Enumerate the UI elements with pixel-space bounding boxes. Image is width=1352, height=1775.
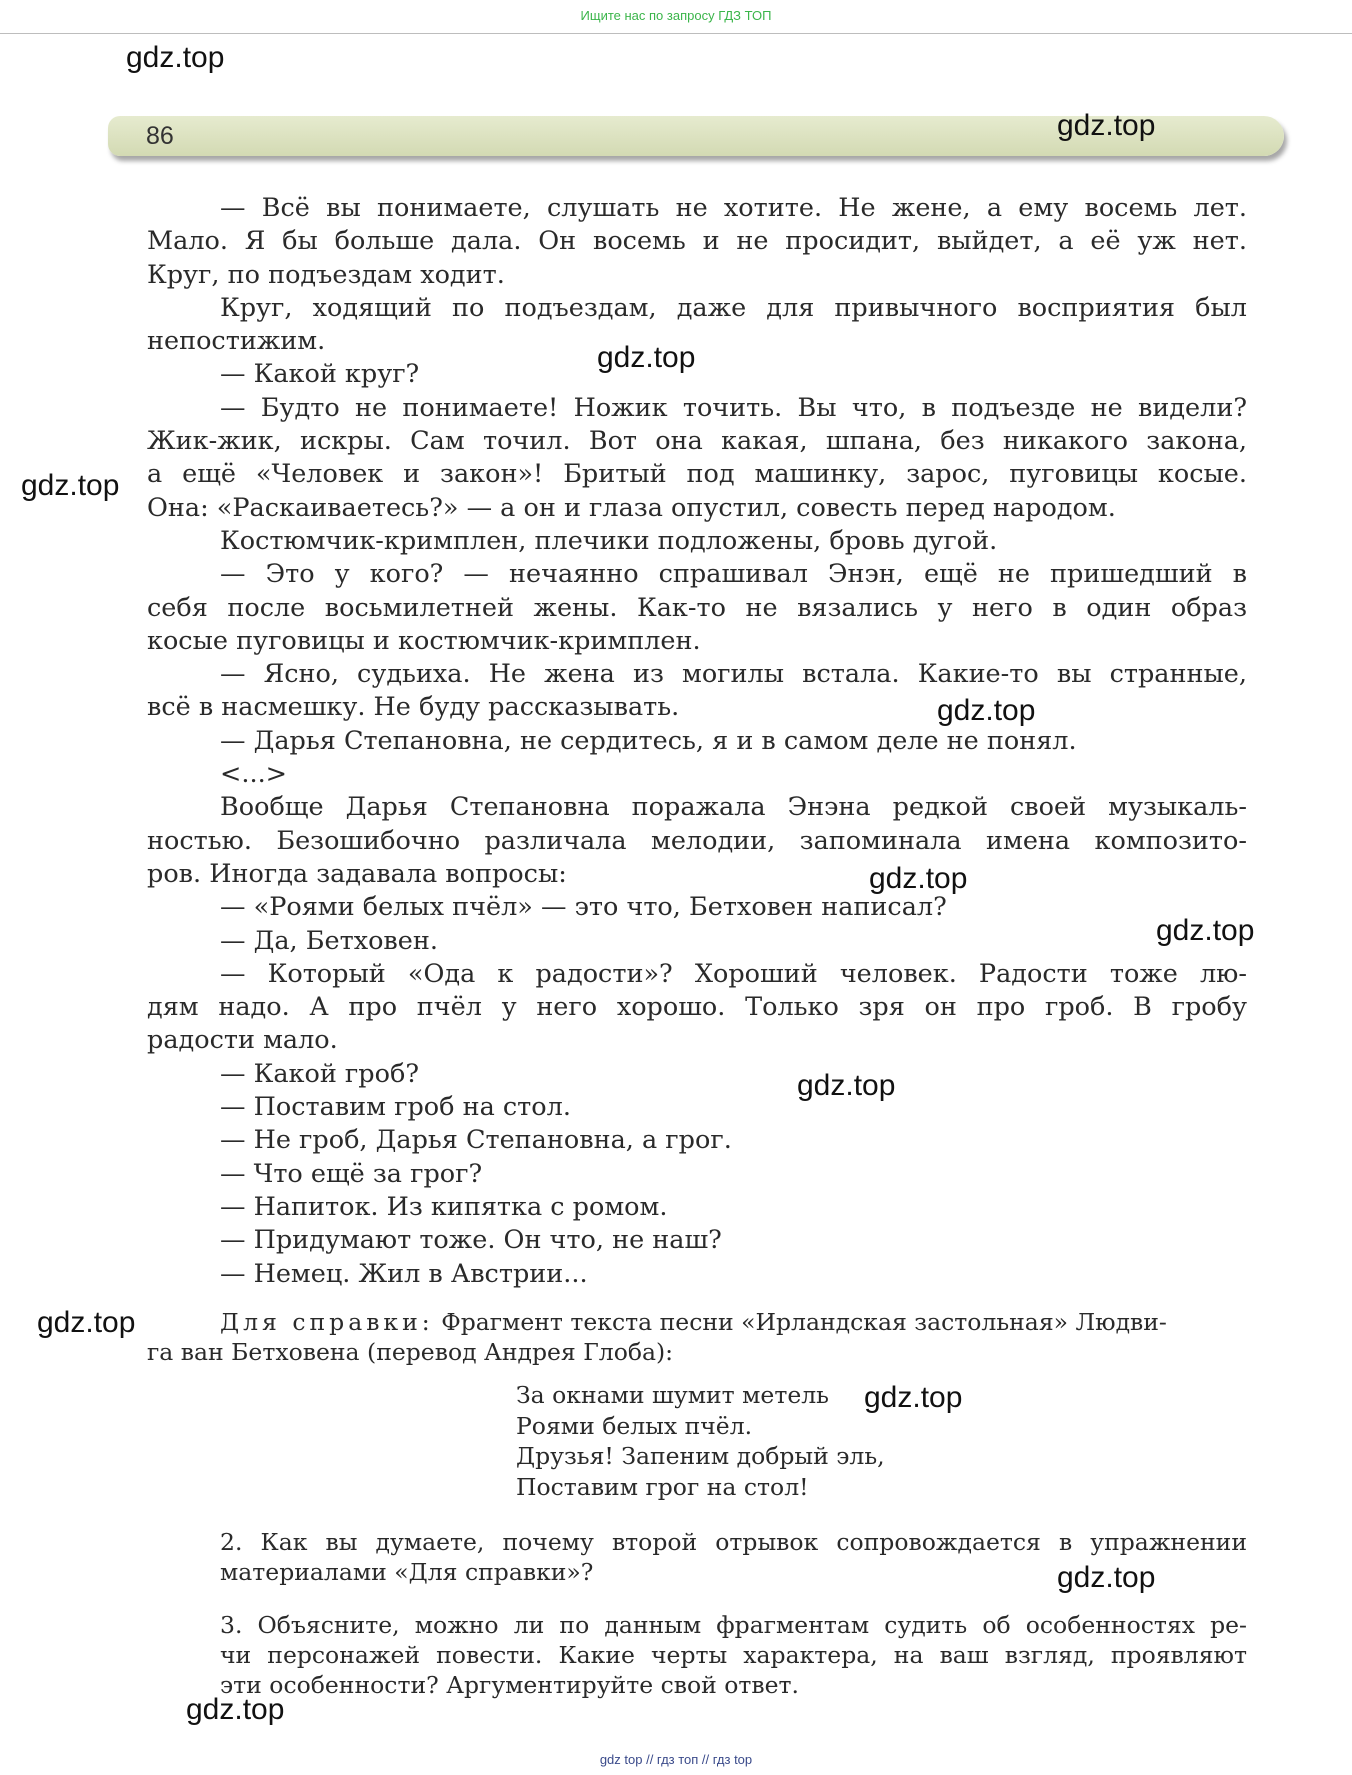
watermark: gdz.top	[1057, 1561, 1156, 1594]
top-divider	[0, 33, 1352, 34]
top-banner: Ищите нас по запросу ГДЗ ТОП	[580, 8, 772, 23]
footer-links: gdz top // гдз топ // гдз top	[599, 1752, 753, 1767]
text-line: Она: «Раскаиваетесь?» — а он и глаза опустил, совесть перед народом.	[147, 492, 1116, 523]
text-line: радости мало.	[147, 1025, 338, 1056]
watermark: gdz.top	[37, 1306, 136, 1339]
text-line: Костюмчик-кримплен, плечики подложены, бровь дугой.	[220, 525, 998, 556]
text-line: — Да, Бетховен.	[220, 925, 438, 956]
text-line: — Будто не понимаете! Ножик точить. Вы что, в подъезде не видели?	[220, 392, 1247, 423]
text-line: — Ясно, судьиха. Не жена из могилы встала. Какие-то вы странные,	[220, 659, 1247, 690]
text-line: ров. Иногда задавала вопросы:	[147, 858, 567, 889]
poem-line: За окнами шумит метель	[516, 1381, 829, 1409]
text-line: всё в насмешку. Не буду рассказывать.	[147, 692, 680, 723]
watermark: gdz.top	[1057, 109, 1156, 142]
text-line: — Дарья Степановна, не сердитесь, я и в самом деле не понял.	[220, 725, 1077, 756]
question-line: 2. Как вы думаете, почему второй отрывок сопровождается в упражнении	[220, 1528, 1247, 1556]
reference-note	[147, 1307, 1247, 1367]
text-line: <...>	[220, 759, 288, 790]
text-line: Круг, по подъездам ходит.	[147, 259, 505, 290]
poem-line: Роями белых пчёл.	[516, 1411, 753, 1440]
poem	[516, 1380, 885, 1502]
text-line: Жик-жик, искры. Сам точил. Вот она какая, шпана, без никакого закона,	[147, 426, 1247, 457]
note-line	[147, 1307, 1247, 1337]
text-line: — Поставим гроб на стол.	[220, 1092, 571, 1123]
watermark: gdz.top	[186, 1693, 285, 1726]
text-line: — Это у кого? — нечаянно спрашивал Энэн, ещё не пришедший в	[220, 559, 1247, 590]
question-line: эти особенности? Аргументируйте свой ответ.	[220, 1671, 800, 1699]
text-line: — Напиток. Из кипятка с ромом.	[220, 1191, 668, 1222]
text-line: себя после восьмилетней жены. Как-то не вязались у него в один образ	[147, 592, 1247, 623]
question-line: чи персонажей повести. Какие черты характера, на ваш взгляд, проявляют	[220, 1641, 1247, 1669]
text-line: — Не гроб, Дарья Степановна, а грог.	[220, 1125, 732, 1156]
story-text	[147, 192, 1247, 1291]
question-line: материалами «Для справки»?	[220, 1558, 594, 1586]
text-line: — «Роями белых пчёл» — это что, Бетховен написал?	[220, 892, 947, 923]
watermark: gdz.top	[864, 1381, 963, 1414]
text-line: — Немец. Жил в Австрии...	[220, 1258, 588, 1289]
text-line: Круг, ходящий по подъездам, даже для привычного восприятия был	[220, 292, 1247, 323]
text-line: — Который «Ода к радости»? Хороший человек. Радости тоже лю-	[220, 958, 1247, 989]
text-line: а ещё «Человек и закон»! Бритый под машинку, зарос, пуговицы косые.	[147, 459, 1247, 490]
poem-line: Друзья! Запеним добрый эль,	[516, 1442, 885, 1470]
watermark: gdz.top	[797, 1069, 896, 1102]
text-line: — Какой гроб?	[220, 1058, 419, 1089]
text-line: — Придумают тоже. Он что, не наш?	[220, 1225, 722, 1256]
text-line: дям надо. А про пчёл у него хорошо. Только зря он про гроб. В гробу	[147, 992, 1247, 1023]
note-label: Для справки:	[220, 1308, 434, 1336]
text-line: — Что ещё за грог?	[220, 1158, 483, 1189]
text-line: — Всё вы понимаете, слушать не хотите. Не жене, а ему восемь лет.	[220, 193, 1247, 223]
watermark: gdz.top	[937, 694, 1036, 727]
note-line: га ван Бетховена (перевод Андрея Глоба):	[147, 1338, 674, 1366]
page-number: 86	[146, 122, 174, 150]
text-line: Вообще Дарья Степановна поражала Энэна редкой своей музыкаль-	[220, 792, 1247, 823]
watermark: gdz.top	[21, 469, 120, 502]
watermark: gdz.top	[869, 862, 968, 895]
text-line: непостижим.	[147, 326, 326, 357]
question-3	[220, 1610, 1247, 1700]
watermark: gdz.top	[597, 341, 696, 374]
text-line: — Какой круг?	[220, 359, 420, 390]
text-line: косые пуговицы и костюмчик-кримплен.	[147, 625, 701, 656]
watermark: gdz.top	[1156, 914, 1255, 947]
watermark: gdz.top	[126, 41, 225, 74]
poem-line: Поставим грог на стол!	[516, 1472, 809, 1501]
question-line: 3. Объясните, можно ли по данным фрагментам судить об особенностях ре-	[220, 1611, 1247, 1639]
text-line: Мало. Я бы больше дала. Он восемь и не просидит, выйдет, а её уж нет.	[147, 226, 1247, 257]
text-line: ностью. Безошибочно различала мелодии, запоминала имена композито-	[147, 825, 1247, 856]
note-text: Фрагмент текста песни «Ирландская застольная» Людви-	[433, 1308, 1167, 1336]
